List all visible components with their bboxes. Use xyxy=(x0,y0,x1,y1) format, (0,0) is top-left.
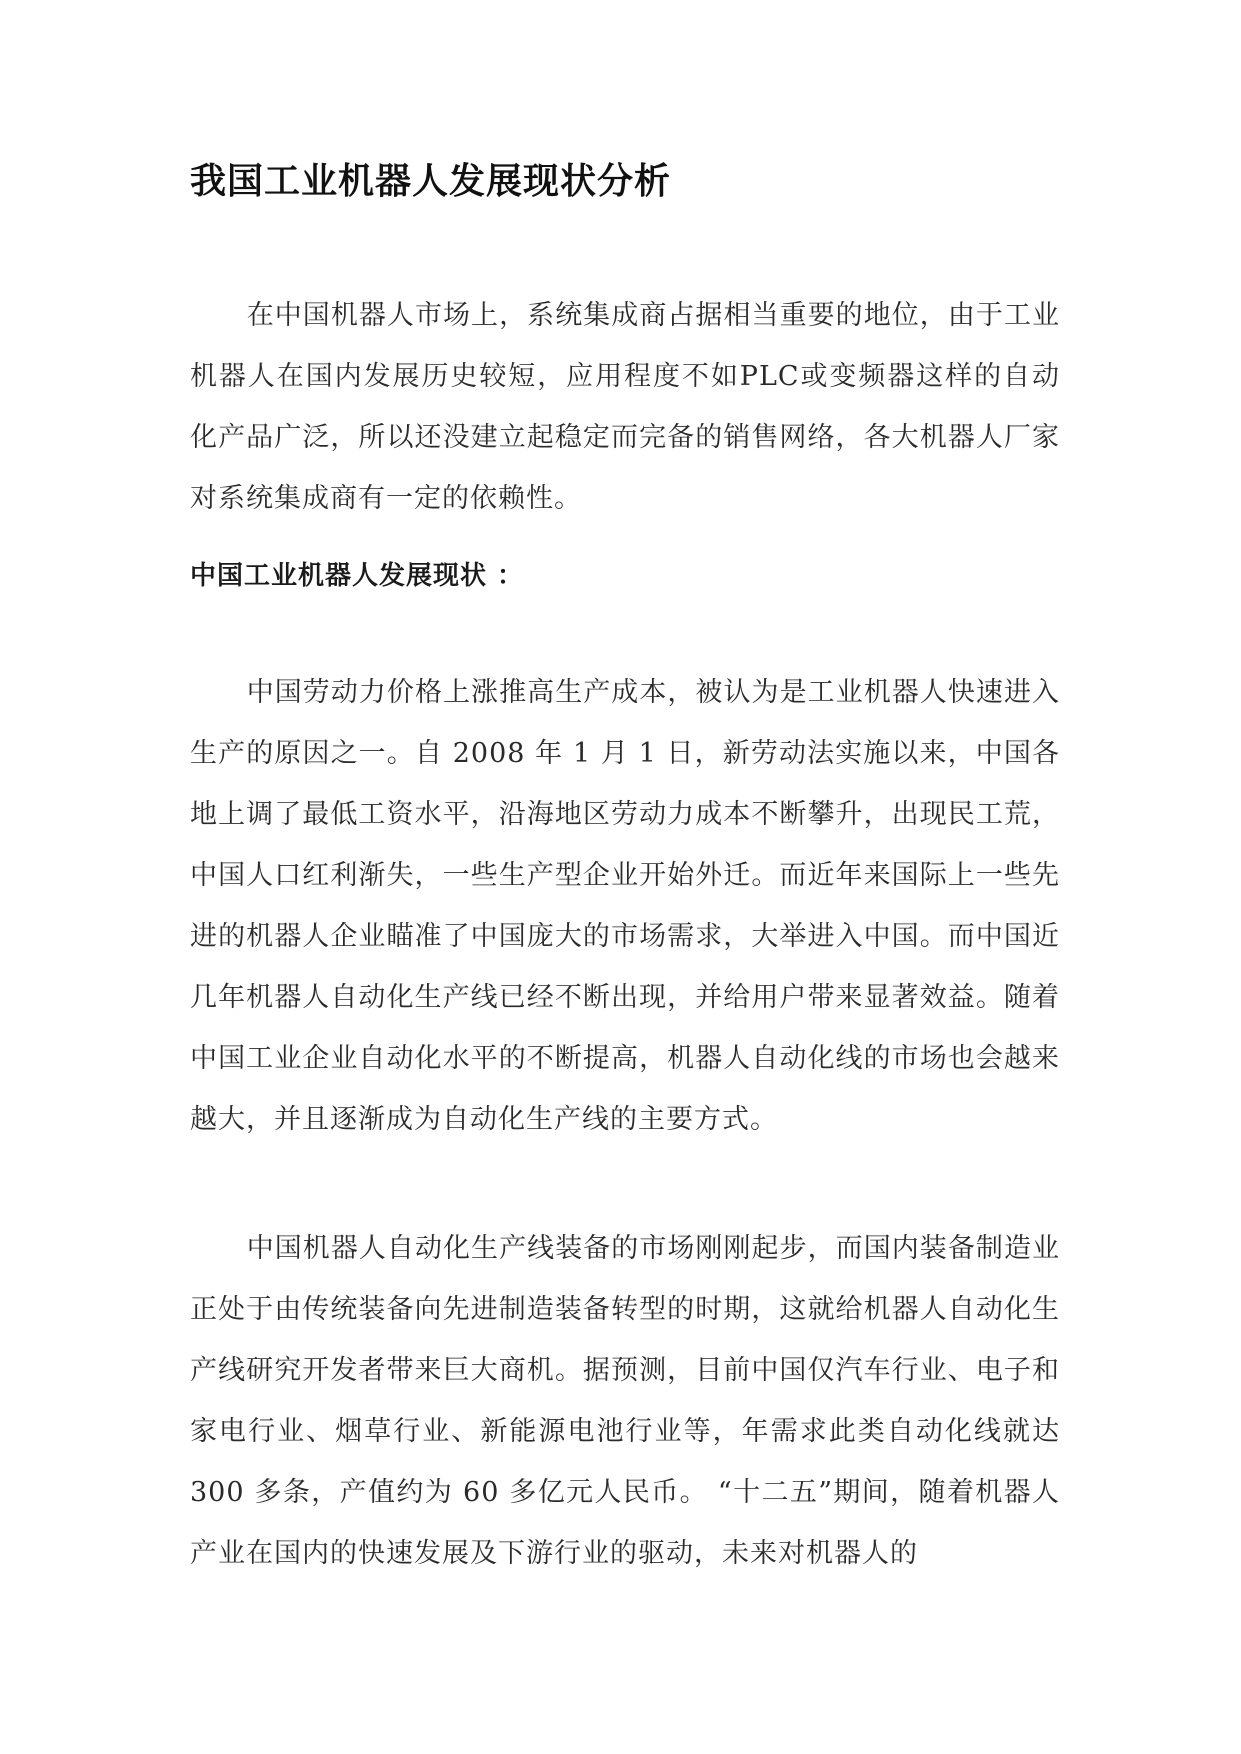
page-title: 我国工业机器人发展现状分析 xyxy=(190,161,672,202)
paragraph-market-outlook: 中国机器人自动化生产线装备的市场刚刚起步，而国内装备制造业正处于由传统装备向先进制造装备转型的时期，这就给机器人自动化生产线研究开发者带来巨大商机。据预测，目前中国仅汽车行业、电子和家电行业、烟草行业、新能源电池行业等，年需求此类自动化线就达 300 多条，产值约为 60 多亿元人民币。 “十二五”期间，随着机器人产业在国内的快速发展及下游行业的驱动，未来对机器人的 xyxy=(190,1233,1060,1569)
paragraph-intro: 在中国机器人市场上，系统集成商占据相当重要的地位，由于工业机器人在国内发展历史较短，应用程度不如PLC或变频器这样的自动化产品广泛，所以还没建立起稳定而完备的销售网络，各大机器人厂家对系统集成商有一定的依赖性。 xyxy=(190,300,1060,514)
paragraph-labor-cost: 中国劳动力价格上涨推高生产成本，被认为是工业机器人快速进入生产的原因之一。自 2008 年 1 月 1 日，新劳动法实施以来，中国各地上调了最低工资水平，沿海地区劳动力成本不断攀升，出现民工荒，中国人口红利渐失，一些生产型企业开始外迁。而近年来国际上一些先进的机器人企业瞄准了中国庞大的市场需求，大举进入中国。而中国近几年机器人自动化生产线已经不断出现，并给用户带来显著效益。随着中国工业企业自动化水平的不断提高，机器人自动化线的市场也会越来越大，并且逐渐成为自动化生产线的主要方式。 xyxy=(190,677,1060,1135)
section-heading: 中国工业机器人发展现状 ： xyxy=(190,561,525,591)
